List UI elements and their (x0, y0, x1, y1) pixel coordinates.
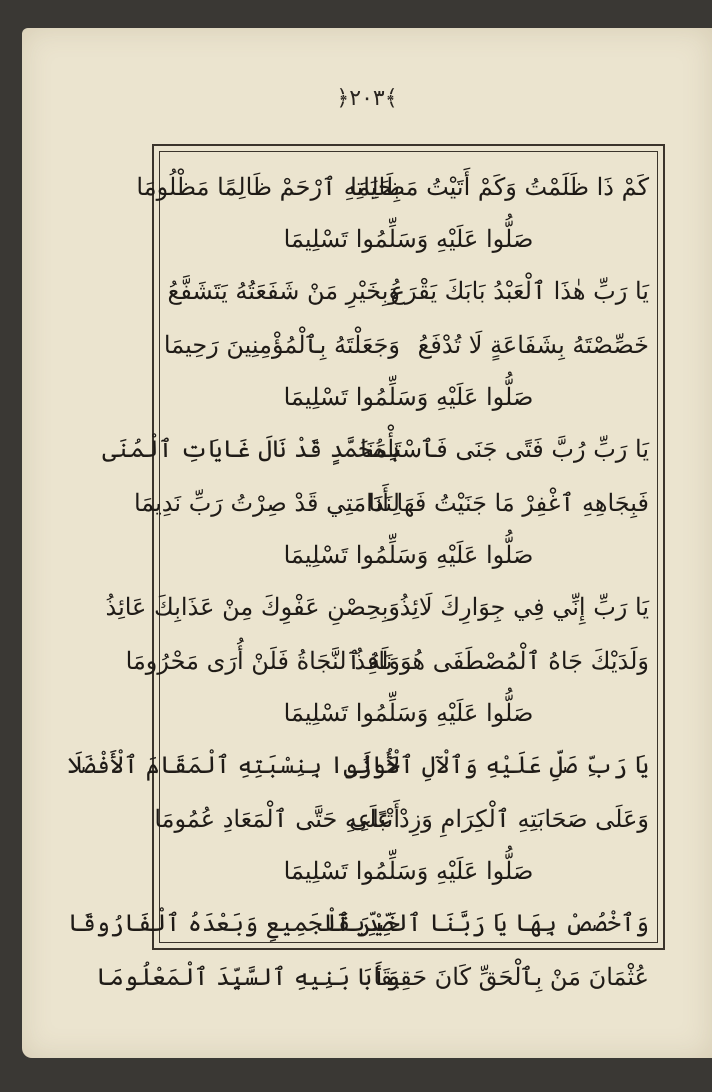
refrain-text: صَلُّوا عَلَيْهِ وَسَلِّمُوا تَسْلِيمَا (283, 383, 534, 411)
first-hemistich: يَا رَبِّ رُبَّ فَتًى جَنَى فَٱسْتَأْمَنَا (360, 435, 649, 463)
first-hemistich: يَا رَبِّ هٰذَا ٱلْعَبْدُ بَابَكَ يَقْرَعُ (390, 277, 649, 305)
first-hemistich: عُثْمَانَ مَنْ بِٱلْحَقِّ كَانَ حَقِيقَا (373, 963, 649, 991)
first-hemistich: كَمْ ذَا ظَلَمْتُ وَكَمْ أَتَيْتُ مَظَالِمَا (350, 173, 649, 201)
refrain-text: صَلُّوا عَلَيْهِ وَسَلِّمُوا تَسْلِيمَا (283, 699, 534, 727)
text-frame (67, 144, 665, 991)
page-number: ﴿٢٠٣﴾ (336, 86, 398, 111)
first-hemistich: خَصِّصْتَهُ بِشَفَاعَةٍ لَا تُدْفَعُ (417, 331, 649, 359)
second-hemistich: أَتْبَاعِهِ حَتَّى ٱلْمَعَادِ عُمُومَا (154, 805, 400, 833)
verse-couplet (136, 160, 653, 214)
refrain-line (164, 372, 653, 422)
refrain-line (164, 846, 653, 896)
second-hemistich: لِنَدَامَتِي قَدْ صِرْتُ رَبِّ نَدِيمَا (133, 489, 400, 517)
second-hemistich: وَأَبَا بَنِيهِ ٱلسَّيِّدَ ٱلْمَعْلُومَا (95, 963, 400, 991)
second-hemistich: خَيْرَ ٱلْجَمِيعِ وَبَعْدَهُ ٱلْفَارُوقَا (67, 909, 400, 937)
refrain-text: صَلُّوا عَلَيْهِ وَسَلِّمُوا تَسْلِيمَا (283, 541, 534, 569)
first-hemistich: وَٱخْصُصْ بِهَا يَا رَبَّنَا ٱلصِّدِّيقَا (323, 909, 649, 937)
second-hemistich: حَازُوا بِنِسْبَتِهِ ٱلْمَقَامَ ٱلْأَفْضَلَا (67, 751, 400, 779)
refrain-text: صَلُّوا عَلَيْهِ وَسَلِّمُوا تَسْلِيمَا (283, 857, 534, 885)
second-hemistich: وَجَعَلْتَهُ بِٱلْمُؤْمِنِينَ رَحِيمَا (163, 331, 400, 359)
refrain-line (164, 214, 653, 264)
first-hemistich: فَبِجَاهِهِ ٱغْفِرْ مَا جَنَيْتُ فَهَا أَنَا (368, 489, 649, 517)
refrain-text: صَلُّوا عَلَيْهِ وَسَلِّمُوا تَسْلِيمَا (283, 225, 534, 253)
first-hemistich: وَعَلَى صَحَابَتِهِ ٱلْكِرَامِ وَزِدْ عَلَى (349, 805, 649, 833)
refrain-line (164, 688, 653, 738)
second-hemistich: وَبِخَيْرِ مَنْ شَفَعَتُهُ يَتَشَفَّعُ (167, 277, 400, 305)
verse-couplet (95, 950, 653, 1004)
poem-body (67, 160, 653, 991)
verse-couplet (102, 422, 653, 476)
second-hemistich: بِحَيَاتِهِ ٱرْحَمْ ظَالِمًا مَظْلُومَا (136, 173, 400, 201)
verse-couplet (67, 896, 653, 950)
second-hemistich: وَلَهُ ٱلنَّجَاةُ فَلَنْ أُرَى مَحْرُومَا (125, 647, 400, 675)
first-hemistich: يَا رَبِّ إِنِّي فِي جِوَارِكَ لَائِذُ (399, 593, 649, 621)
verse-couplet (105, 580, 653, 634)
refrain-line (164, 530, 653, 580)
book-page (22, 28, 712, 1058)
second-hemistich: بِمُحَمَّدٍ قَدْ نَالَ غَايَاتِ ٱلْمُنَى (102, 435, 400, 463)
verse-couplet (125, 634, 653, 688)
verse-couplet (133, 476, 653, 530)
first-hemistich: وَلَدَيْكَ جَاهُ ٱلْمُصْطَفَى هُوَ نَافِذُ (354, 647, 649, 675)
verse-couplet (164, 318, 653, 372)
verse-couplet (164, 264, 653, 318)
first-hemistich: يَا رَبِّ صَلِّ عَلَيْهِ وَٱلْآلِ ٱلْأُولَى (343, 751, 649, 779)
verse-couplet (154, 792, 653, 846)
second-hemistich: وَبِحِصْنِ عَفْوِكَ مِنْ عَذَابِكَ عَائِذُ (105, 593, 400, 621)
verse-couplet (67, 738, 653, 792)
